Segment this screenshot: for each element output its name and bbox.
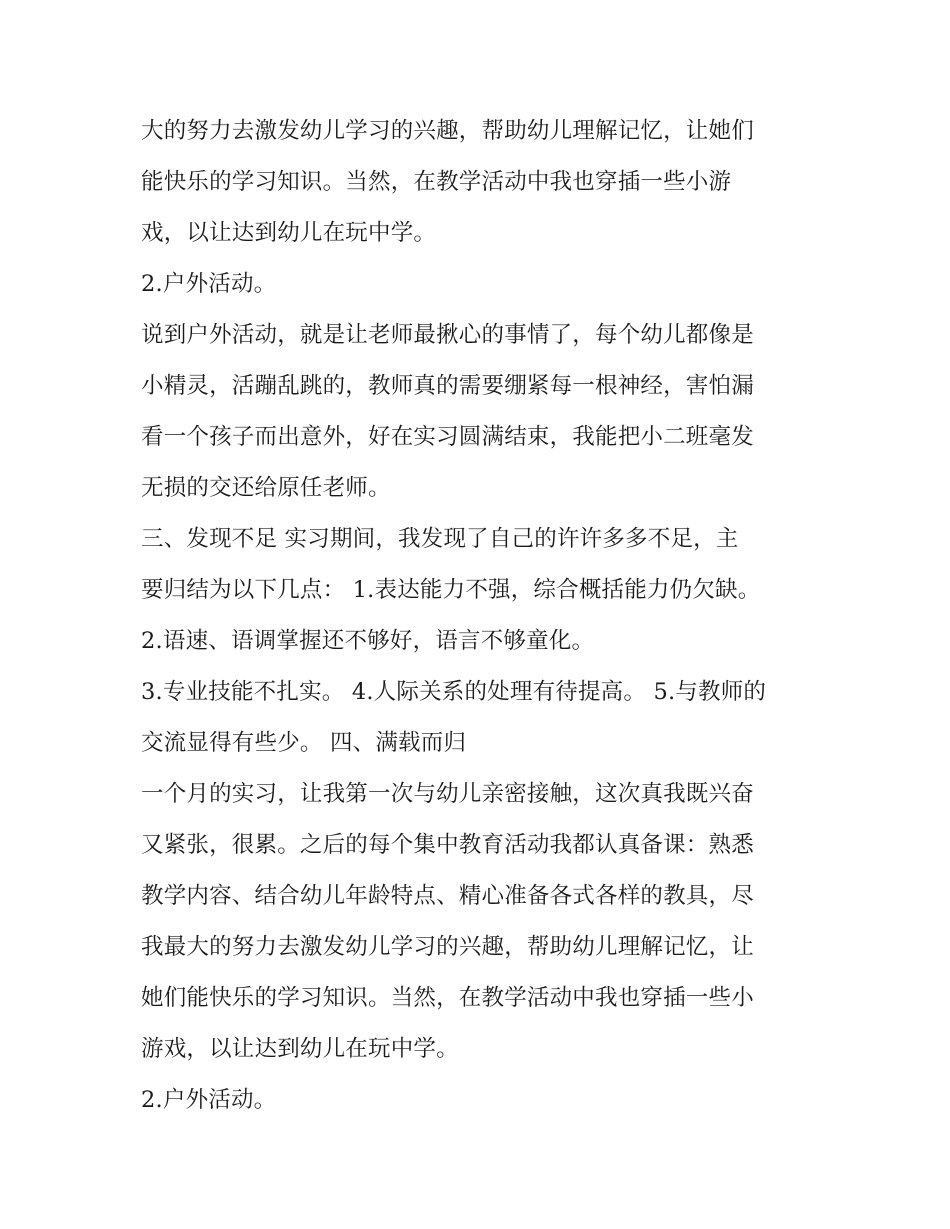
text-line: 戏，以让达到幼儿在玩中学。 <box>141 220 437 246</box>
text-line: 交流显得有些少。 四、满载而归 <box>141 730 467 756</box>
text-line: 能快乐的学习知识。当然，在教学活动中我也穿插一些小游 <box>141 169 732 195</box>
text-line: 三、发现不足 实习期间，我发现了自己的许许多多不足，主 <box>141 526 739 552</box>
document-body <box>141 106 821 1126</box>
text-line: 无损的交还给原任老师。 <box>141 475 391 501</box>
section-heading-outdoor: 2.户外活动。 <box>141 271 277 297</box>
text-line: 3.专业技能不扎实。 4.人际关系的处理有待提高。 5.与教师的 <box>141 679 767 705</box>
text-line: 游戏，以让达到幼儿在玩中学。 <box>141 1036 459 1062</box>
text-line: 我最大的努力去激发幼儿学习的兴趣，帮助幼儿理解记忆，让 <box>141 934 754 960</box>
section-heading-outdoor: 2.户外活动。 <box>141 1087 277 1113</box>
text-line: 教学内容、结合幼儿年龄特点、精心准备各式各样的教具，尽 <box>141 883 754 909</box>
text-line: 她们能快乐的学习知识。当然，在教学活动中我也穿插一些小 <box>141 985 754 1011</box>
text-line: 要归结为以下几点： 1.表达能力不强，综合概括能力仍欠缺。 <box>141 577 761 603</box>
text-line: 小精灵，活蹦乱跳的，教师真的需要绷紧每一根神经，害怕漏 <box>141 373 754 399</box>
text-line: 大的努力去激发幼儿学习的兴趣，帮助幼儿理解记忆，让她们 <box>141 118 754 144</box>
text-line: 又紧张，很累。之后的每个集中教育活动我都认真备课：熟悉 <box>141 832 754 858</box>
text-line: 说到户外活动，就是让老师最揪心的事情了，每个幼儿都像是 <box>141 322 754 348</box>
text-line: 看一个孩子而出意外，好在实习圆满结束，我能把小二班毫发 <box>141 424 754 450</box>
text-line: 2.语速、语调掌握还不够好，语言不够童化。 <box>141 628 595 654</box>
text-line: 一个月的实习，让我第一次与幼儿亲密接触，这次真我既兴奋 <box>141 781 754 807</box>
